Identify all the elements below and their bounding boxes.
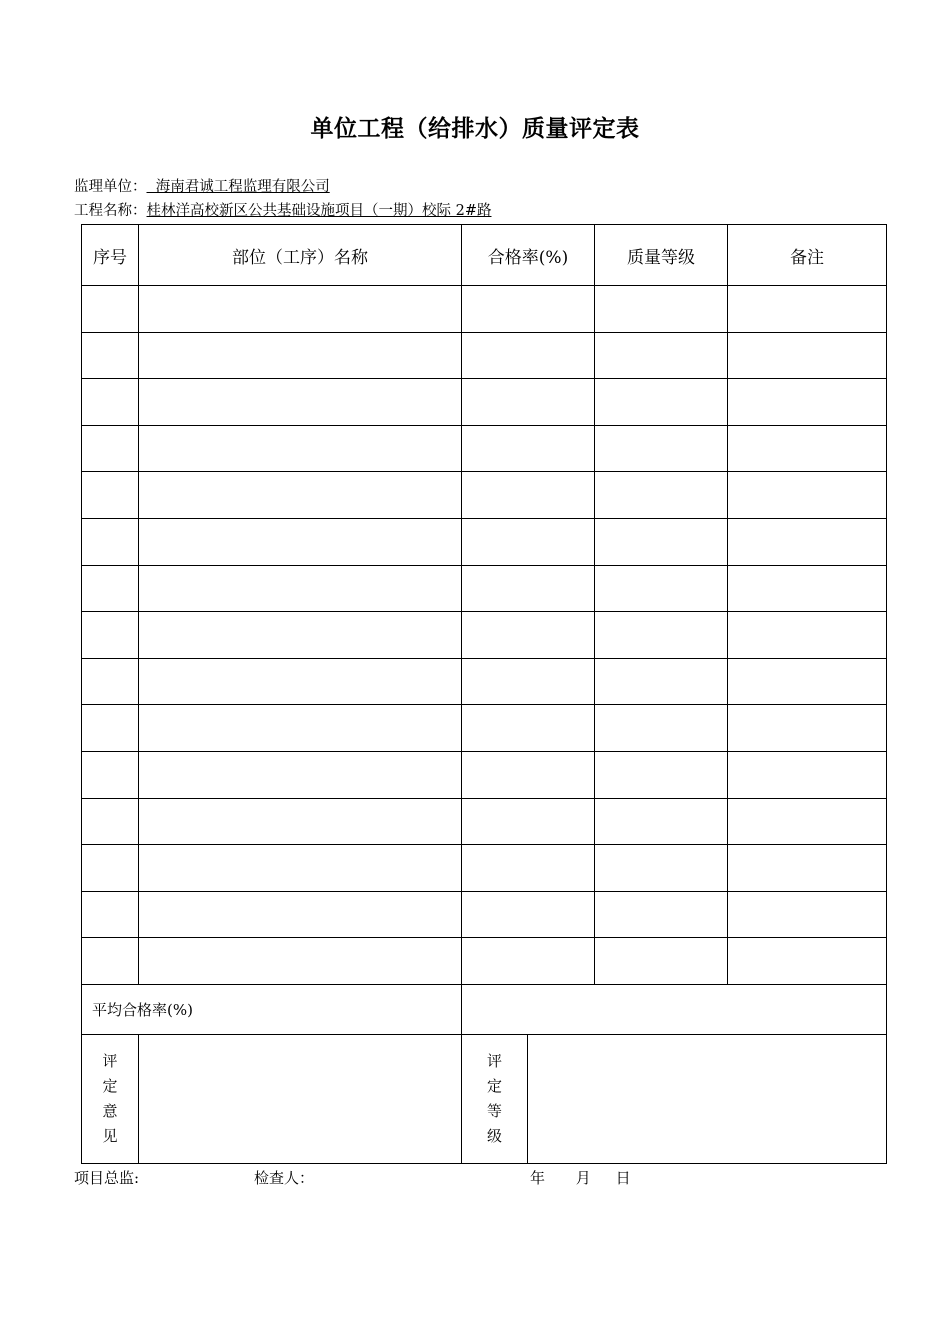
cell-seq[interactable] [82,379,139,426]
cell-part-name[interactable] [139,751,462,798]
average-pass-rate-value[interactable] [462,984,887,1034]
cell-pass-rate[interactable] [462,286,595,333]
cell-remarks[interactable] [728,705,887,752]
cell-pass-rate[interactable] [462,332,595,379]
cell-quality-grade[interactable] [595,565,728,612]
cell-pass-rate[interactable] [462,798,595,845]
day-label: 日 [615,1169,631,1187]
cell-seq[interactable] [82,751,139,798]
cell-pass-rate[interactable] [462,658,595,705]
table-row [82,565,887,612]
header-pass-rate: 合格率(%) [462,225,595,286]
quality-evaluation-table [81,224,887,1164]
page-title: 单位工程（给排水）质量评定表 [310,115,640,142]
evaluation-opinion-value[interactable] [139,1034,462,1163]
cell-remarks[interactable] [728,845,887,892]
year-label: 年 [530,1169,546,1187]
cell-part-name[interactable] [139,518,462,565]
project-name-label: 工程名称： [74,203,147,219]
cell-quality-grade[interactable] [595,379,728,426]
cell-quality-grade[interactable] [595,938,728,985]
cell-pass-rate[interactable] [462,565,595,612]
table-row [82,705,887,752]
inspector-label: 检查人： [254,1169,315,1187]
supervision-unit-line [74,177,330,197]
cell-pass-rate[interactable] [462,472,595,519]
date-line [530,1168,631,1188]
cell-seq[interactable] [82,845,139,892]
grade-char: 定 [486,1076,502,1095]
cell-quality-grade[interactable] [595,845,728,892]
cell-seq[interactable] [82,286,139,333]
header-quality-grade: 质量等级 [595,225,728,286]
cell-pass-rate[interactable] [462,751,595,798]
cell-part-name[interactable] [139,472,462,519]
grade-char: 评 [486,1051,502,1070]
table-row [82,472,887,519]
cell-pass-rate[interactable] [462,845,595,892]
opinion-char: 见 [102,1126,118,1145]
cell-seq[interactable] [82,798,139,845]
table-row [82,425,887,472]
table-row [82,332,887,379]
cell-remarks[interactable] [728,332,887,379]
cell-part-name[interactable] [139,891,462,938]
cell-quality-grade[interactable] [595,751,728,798]
supervision-unit-label: 监理单位： [74,179,147,195]
cell-pass-rate[interactable] [462,705,595,752]
grade-char: 级 [486,1126,502,1145]
cell-pass-rate[interactable] [462,379,595,426]
cell-remarks[interactable] [728,286,887,333]
average-pass-rate-label: 平均合格率(%) [82,984,462,1034]
cell-seq[interactable] [82,518,139,565]
evaluation-grade-label [462,1034,528,1163]
evaluation-opinion-label [82,1034,139,1163]
cell-part-name[interactable] [139,286,462,333]
cell-remarks[interactable] [728,938,887,985]
header-remarks: 备注 [728,225,887,286]
cell-quality-grade[interactable] [595,518,728,565]
cell-quality-grade[interactable] [595,286,728,333]
cell-seq[interactable] [82,891,139,938]
cell-pass-rate[interactable] [462,518,595,565]
cell-quality-grade[interactable] [595,891,728,938]
cell-quality-grade[interactable] [595,472,728,519]
cell-pass-rate[interactable] [462,891,595,938]
cell-remarks[interactable] [728,379,887,426]
cell-seq[interactable] [82,658,139,705]
cell-part-name[interactable] [139,938,462,985]
cell-remarks[interactable] [728,518,887,565]
cell-quality-grade[interactable] [595,658,728,705]
opinion-char: 评 [102,1051,118,1070]
cell-pass-rate[interactable] [462,425,595,472]
table-row [82,751,887,798]
cell-remarks[interactable] [728,891,887,938]
grade-char: 等 [486,1101,502,1120]
table-row [82,379,887,426]
cell-seq[interactable] [82,705,139,752]
project-name-value: 桂林洋高校新区公共基础设施项目（一期）校际 2#路 [146,203,492,219]
cell-remarks[interactable] [728,798,887,845]
cell-part-name[interactable] [139,658,462,705]
cell-pass-rate[interactable] [462,612,595,659]
table-row [82,845,887,892]
table-row [82,938,887,985]
cell-part-name[interactable] [139,425,462,472]
cell-remarks[interactable] [728,472,887,519]
cell-part-name[interactable] [139,798,462,845]
table-row [82,658,887,705]
chief-supervisor-label: 项目总监: [74,1169,140,1187]
opinion-char: 意 [102,1101,118,1120]
cell-seq[interactable] [82,472,139,519]
opinion-char: 定 [102,1076,118,1095]
cell-remarks[interactable] [728,612,887,659]
evaluation-row [82,1034,887,1163]
header-part-name: 部位（工序）名称 [139,225,462,286]
cell-part-name[interactable] [139,612,462,659]
table-row [82,891,887,938]
cell-part-name[interactable] [139,565,462,612]
evaluation-grade-value[interactable] [528,1034,887,1163]
cell-seq[interactable] [82,938,139,985]
project-name-line [74,201,491,221]
table-row [82,286,887,333]
table-header-row [82,225,887,286]
cell-remarks[interactable] [728,658,887,705]
month-label: 月 [575,1169,591,1187]
cell-remarks[interactable] [728,751,887,798]
cell-quality-grade[interactable] [595,425,728,472]
header-seq: 序号 [82,225,139,286]
cell-quality-grade[interactable] [595,332,728,379]
cell-seq[interactable] [82,565,139,612]
cell-quality-grade[interactable] [595,798,728,845]
cell-remarks[interactable] [728,425,887,472]
cell-part-name[interactable] [139,705,462,752]
cell-seq[interactable] [82,425,139,472]
cell-seq[interactable] [82,332,139,379]
table-row [82,518,887,565]
cell-part-name[interactable] [139,845,462,892]
table-row [82,798,887,845]
average-pass-rate-row [82,984,887,1034]
cell-seq[interactable] [82,612,139,659]
cell-remarks[interactable] [728,565,887,612]
supervision-unit-value: 海南君诚工程监理有限公司 [146,179,330,195]
cell-pass-rate[interactable] [462,938,595,985]
cell-quality-grade[interactable] [595,705,728,752]
table-row [82,612,887,659]
cell-part-name[interactable] [139,332,462,379]
cell-quality-grade[interactable] [595,612,728,659]
cell-part-name[interactable] [139,379,462,426]
